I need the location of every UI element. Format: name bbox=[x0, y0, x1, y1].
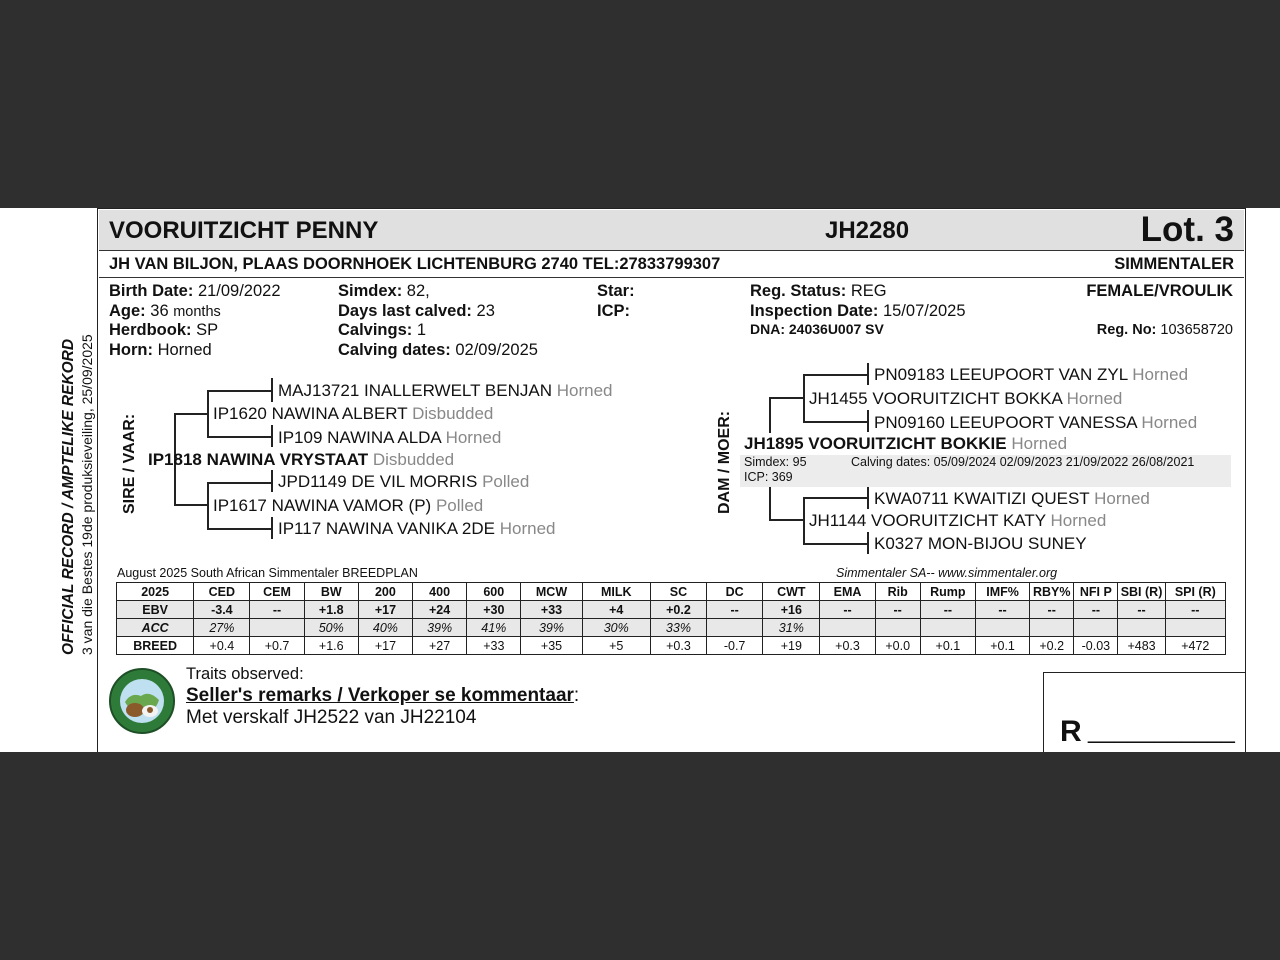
ped-line bbox=[207, 528, 271, 530]
sire-dam-sire: JPD1149 DE VIL MORRIS Polled bbox=[278, 472, 530, 491]
breedplan-ebv-cell: +1.8 bbox=[304, 601, 358, 619]
calvings: Calvings: 1 bbox=[338, 321, 427, 339]
breedplan-acc-cell bbox=[1118, 619, 1165, 637]
dna: DNA: 24036U007 SV bbox=[750, 321, 884, 337]
breedplan-header-cell: BW bbox=[304, 583, 358, 601]
breedplan-ebv-cell: +33 bbox=[521, 601, 582, 619]
breedplan-acc-row bbox=[117, 619, 1226, 637]
breedplan-header-cell: CEM bbox=[250, 583, 304, 601]
ped-line bbox=[271, 378, 273, 402]
price-box bbox=[1043, 672, 1246, 752]
ped-line bbox=[271, 470, 273, 492]
breedplan-ebv-row bbox=[117, 601, 1226, 619]
breedplan-acc-cell bbox=[707, 619, 763, 637]
breedplan-header-cell: MCW bbox=[521, 583, 582, 601]
ped-line bbox=[867, 487, 869, 509]
title-bar bbox=[99, 210, 1244, 251]
breedplan-acc-cell: 41% bbox=[467, 619, 521, 637]
breedplan-acc-cell bbox=[875, 619, 920, 637]
animal-name: VOORUITZICHT PENNY bbox=[109, 217, 379, 244]
reg-status: Reg. Status: REG bbox=[750, 282, 887, 300]
breedplan-breed-cell: +19 bbox=[763, 637, 820, 655]
breedplan-ebv-cell: -- bbox=[1030, 601, 1074, 619]
breedplan-ebv-cell: EBV bbox=[117, 601, 194, 619]
ped-line bbox=[207, 482, 209, 528]
price-line: ___________ bbox=[1088, 717, 1235, 744]
breedplan-ebv-cell: +30 bbox=[467, 601, 521, 619]
dam-sire-dam: PN09160 LEEUPOORT VANESSA Horned bbox=[874, 413, 1198, 432]
ped-line bbox=[769, 397, 803, 399]
ped-line bbox=[867, 410, 869, 432]
ped-line bbox=[207, 390, 271, 392]
breedplan-header-cell: 2025 bbox=[117, 583, 194, 601]
reg-no: Reg. No: 103658720 bbox=[1096, 322, 1233, 338]
breedplan-breed-cell: BREED bbox=[117, 637, 194, 655]
sire-sire-dam: IP109 NAWINA ALDA Horned bbox=[278, 428, 502, 447]
breedplan-header-cell: DC bbox=[707, 583, 763, 601]
sire-label: SIRE / VAAR: bbox=[121, 413, 138, 514]
breedplan-header-cell: SPI (R) bbox=[1165, 583, 1225, 601]
breedplan-header-cell: RBY% bbox=[1030, 583, 1074, 601]
ped-line bbox=[207, 390, 209, 436]
price-currency: R bbox=[1060, 715, 1082, 748]
breedplan-ebv-cell: -- bbox=[1165, 601, 1225, 619]
breedplan-ebv-cell: -- bbox=[875, 601, 920, 619]
herdbook: Herdbook: SP bbox=[109, 321, 219, 339]
breedplan-ebv-cell: -3.4 bbox=[194, 601, 250, 619]
ped-line bbox=[207, 482, 271, 484]
breedplan-ebv-cell: -- bbox=[250, 601, 304, 619]
breedplan-breed-cell: -0.03 bbox=[1074, 637, 1118, 655]
breedplan-acc-cell bbox=[1030, 619, 1074, 637]
breedplan-ebv-cell: +16 bbox=[763, 601, 820, 619]
breedplan-breed-cell: +0.1 bbox=[975, 637, 1029, 655]
breedplan-header-cell: 200 bbox=[358, 583, 412, 601]
breedplan-ebv-cell: -- bbox=[975, 601, 1029, 619]
breedplan-website: Simmentaler SA-- www.simmentaler.org bbox=[836, 566, 1058, 580]
breedplan-breed-cell: +0.4 bbox=[194, 637, 250, 655]
ped-line bbox=[769, 487, 771, 520]
simdex: Simdex: 82, bbox=[338, 282, 430, 300]
breedplan-header-cell: CWT bbox=[763, 583, 820, 601]
breedplan-breed-cell: +5 bbox=[582, 637, 650, 655]
ped-line bbox=[207, 436, 271, 438]
breedplan-acc-cell: 39% bbox=[413, 619, 467, 637]
breedplan-ebv-cell: -- bbox=[1074, 601, 1118, 619]
breed-name: SIMMENTALER bbox=[1114, 255, 1234, 273]
ped-line bbox=[174, 413, 207, 415]
dam-dam-dam: K0327 MON-BIJOU SUNEY bbox=[874, 534, 1087, 553]
days-last-calved: Days last calved: 23 bbox=[338, 302, 495, 320]
ped-line bbox=[803, 497, 867, 499]
ped-line bbox=[803, 543, 867, 545]
breedplan-header-cell: 400 bbox=[413, 583, 467, 601]
official-record-label: OFFICIAL RECORD / AMPTELIKE REKORD bbox=[60, 338, 77, 655]
breedplan-acc-cell: 27% bbox=[194, 619, 250, 637]
breedplan-breed-cell: -0.7 bbox=[707, 637, 763, 655]
breedplan-breed-cell: +483 bbox=[1118, 637, 1165, 655]
breedplan-ebv-cell: -- bbox=[920, 601, 975, 619]
breedplan-breed-cell: +0.3 bbox=[650, 637, 706, 655]
ped-line bbox=[803, 497, 805, 543]
breedplan-breed-row bbox=[117, 637, 1226, 655]
breedplan-breed-cell: +33 bbox=[467, 637, 521, 655]
sire-sire: IP1620 NAWINA ALBERT Disbudded bbox=[213, 404, 494, 423]
inspection-date: Inspection Date: 15/07/2025 bbox=[750, 302, 966, 320]
ped-line bbox=[803, 421, 867, 423]
breedplan-header-cell: CED bbox=[194, 583, 250, 601]
dam-sire: JH1455 VOORUITZICHT BOKKA Horned bbox=[809, 389, 1123, 408]
ped-line bbox=[867, 532, 869, 554]
breedplan-acc-cell bbox=[920, 619, 975, 637]
breedplan-breed-cell: +0.1 bbox=[920, 637, 975, 655]
breedplan-acc-cell: 50% bbox=[304, 619, 358, 637]
breedplan-ebv-cell: +0.2 bbox=[650, 601, 706, 619]
breedplan-breed-cell: +0.2 bbox=[1030, 637, 1074, 655]
dam-dam: JH1144 VOORUITZICHT KATY Horned bbox=[809, 511, 1107, 530]
dam-simdex: Simdex: 95 bbox=[744, 455, 807, 469]
breedplan-header-cell: Rib bbox=[875, 583, 920, 601]
dam-label: DAM / MOER: bbox=[716, 410, 733, 514]
ped-line bbox=[769, 519, 803, 521]
sex: FEMALE/VROULIK bbox=[1086, 282, 1233, 300]
breedplan-acc-cell: 40% bbox=[358, 619, 412, 637]
ped-line bbox=[803, 374, 867, 376]
breedplan-breed-cell: +1.6 bbox=[304, 637, 358, 655]
dam: JH1895 VOORUITZICHT BOKKIE Horned bbox=[744, 434, 1068, 453]
breedplan-ebv-cell: -- bbox=[820, 601, 875, 619]
breedplan-acc-cell: 39% bbox=[521, 619, 582, 637]
traits-observed: Traits observed: bbox=[186, 665, 304, 683]
breedplan-header-cell: MILK bbox=[582, 583, 650, 601]
breedplan-header-cell: EMA bbox=[820, 583, 875, 601]
breedplan-caption: August 2025 South African Simmentaler BREEDPLAN bbox=[117, 566, 418, 580]
breedplan-header-cell: IMF% bbox=[975, 583, 1029, 601]
breedplan-header-cell: Rump bbox=[920, 583, 975, 601]
calving-dates: Calving dates: 02/09/2025 bbox=[338, 341, 538, 359]
breedplan-header-cell: NFI P bbox=[1074, 583, 1118, 601]
breedplan-acc-cell bbox=[975, 619, 1029, 637]
ped-line bbox=[769, 397, 771, 433]
breedplan-breed-cell: +35 bbox=[521, 637, 582, 655]
breedplan-breed-cell: +0.3 bbox=[820, 637, 875, 655]
icp: ICP: bbox=[597, 302, 630, 320]
sale-name-label: 3 van die Bestes 19de produksieveiling, 25/09/2025 bbox=[79, 334, 95, 655]
breedplan-acc-cell: 33% bbox=[650, 619, 706, 637]
breedplan-acc-cell: 31% bbox=[763, 619, 820, 637]
breedplan-table bbox=[116, 582, 1226, 655]
dam-dam-sire: KWA0711 KWAITIZI QUEST Horned bbox=[874, 489, 1150, 508]
sire-dam-dam: IP117 NAWINA VANIKA 2DE Horned bbox=[278, 519, 556, 538]
age: Age: 36 months bbox=[109, 302, 221, 320]
breedplan-breed-cell: +0.7 bbox=[250, 637, 304, 655]
ped-line bbox=[271, 517, 273, 539]
breedplan-header-cell: SBI (R) bbox=[1118, 583, 1165, 601]
breedplan-breed-cell: +472 bbox=[1165, 637, 1225, 655]
owner-details: JH VAN BILJON, PLAAS DOORNHOEK LICHTENBURG 2740 TEL:27833799307 bbox=[109, 255, 721, 273]
breedplan-breed-cell: +17 bbox=[358, 637, 412, 655]
sire-sire-sire: MAJ13721 INALLERWELT BENJAN Horned bbox=[278, 381, 613, 400]
breed-society-logo-icon bbox=[109, 668, 175, 734]
breedplan-acc-cell: ACC bbox=[117, 619, 194, 637]
breedplan-acc-cell: 30% bbox=[582, 619, 650, 637]
breedplan-ebv-cell: -- bbox=[1118, 601, 1165, 619]
breedplan-header-row bbox=[117, 583, 1226, 601]
sire-dam: IP1617 NAWINA VAMOR (P) Polled bbox=[213, 496, 484, 515]
birth-date: Birth Date: 21/09/2022 bbox=[109, 282, 281, 300]
breedplan-breed-cell: +0.0 bbox=[875, 637, 920, 655]
breedplan-acc-cell bbox=[820, 619, 875, 637]
sire: IP1818 NAWINA VRYSTAAT Disbudded bbox=[148, 450, 455, 469]
ped-line bbox=[271, 425, 273, 447]
breedplan-acc-cell bbox=[1165, 619, 1225, 637]
sellers-remarks: Met verskalf JH2522 van JH22104 bbox=[186, 707, 477, 728]
breedplan-header-cell: 600 bbox=[467, 583, 521, 601]
owner-bar bbox=[99, 251, 1244, 278]
dam-icp: ICP: 369 bbox=[744, 470, 793, 484]
horn: Horn: Horned bbox=[109, 341, 212, 359]
ped-line bbox=[174, 504, 207, 506]
lot-number: Lot. 3 bbox=[1140, 210, 1234, 249]
breedplan-ebv-cell: +4 bbox=[582, 601, 650, 619]
breedplan-ebv-cell: +24 bbox=[413, 601, 467, 619]
breedplan-header-cell: SC bbox=[650, 583, 706, 601]
dam-sire-sire: PN09183 LEEUPOORT VAN ZYL Horned bbox=[874, 365, 1189, 384]
animal-id: JH2280 bbox=[825, 217, 910, 244]
breedplan-acc-cell bbox=[250, 619, 304, 637]
dam-calving-dates: Calving dates: 05/09/2024 02/09/2023 21/09/2022 26/08/2021 bbox=[851, 455, 1195, 469]
breedplan-ebv-cell: -- bbox=[707, 601, 763, 619]
star: Star: bbox=[597, 282, 635, 300]
ped-line bbox=[867, 363, 869, 385]
breedplan-breed-cell: +27 bbox=[413, 637, 467, 655]
ped-line bbox=[803, 374, 805, 421]
breedplan-ebv-cell: +17 bbox=[358, 601, 412, 619]
sellers-remarks-heading: Seller's remarks / Verkoper se kommentaar: bbox=[186, 685, 580, 706]
breedplan-acc-cell bbox=[1074, 619, 1118, 637]
